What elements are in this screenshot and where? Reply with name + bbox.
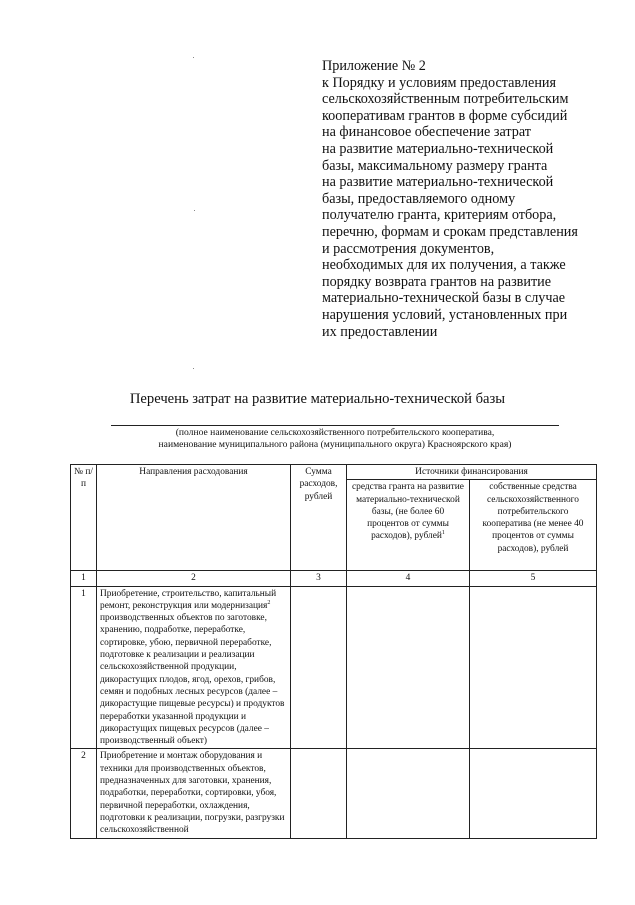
appendix-line: на развитие материально-технической <box>322 140 554 157</box>
header-direction: Направления расходования <box>97 465 291 571</box>
table-row <box>71 749 597 838</box>
scan-speck <box>194 210 195 211</box>
appendix-line: кооперативам грантов в форме субсидий <box>322 107 568 124</box>
appendix-line: к Порядку и условиям предоставления <box>322 74 557 91</box>
row-text: Приобретение и монтаж оборудования и техники для производственных объектов, предназначенных для заготовки, хранения, подработки, переработки, сортировки, убоя, первичной переработки, охлаждения, подготовки к реализации, погрузки, разгрузки сельскохозяйственной <box>100 751 285 836</box>
row-description <box>97 749 291 838</box>
appendix-line: базы, максимальному размеру гранта <box>322 157 548 174</box>
row-number: 2 <box>71 749 97 838</box>
appendix-line: перечню, формам и срокам представления <box>322 223 578 240</box>
column-number: 3 <box>291 571 347 586</box>
appendix-line: базы, предоставляемого одному <box>322 190 516 207</box>
appendix-line: необходимых для их получения, а также <box>322 257 566 274</box>
costs-table <box>70 464 597 839</box>
column-number: 1 <box>71 571 97 586</box>
own-funds-cell <box>470 586 597 749</box>
appendix-line: на развитие материально-технической <box>322 174 554 191</box>
appendix-line: нарушения условий, установленных при <box>322 306 568 323</box>
table-row <box>71 586 597 749</box>
scan-speck <box>193 57 194 58</box>
header-own-funds: собственные средства сельскохозяйственного потребительского кооператива (не менее 40 процентов от суммы расходов), рублей <box>470 480 597 571</box>
header-num: № п/п <box>71 465 97 571</box>
row-text: Приобретение, строительство, капитальный ремонт, реконструкция или модернизация <box>100 588 277 611</box>
caption-line: (полное наименование сельскохозяйственного потребительского кооператива, <box>175 427 495 438</box>
cooperative-name-caption <box>100 427 570 451</box>
grant-cell <box>347 586 470 749</box>
column-number: 2 <box>97 571 291 586</box>
caption-line: наименование муниципального района (муниципального округа) Красноярского края) <box>158 439 512 451</box>
appendix-line: порядку возврата грантов на развитие <box>322 273 552 290</box>
column-number: 5 <box>470 571 597 586</box>
row-description <box>97 586 291 749</box>
sum-cell <box>291 749 347 838</box>
header-grant-funds <box>347 480 470 571</box>
appendix-line: получателю гранта, критериям отбора, <box>322 207 557 224</box>
row-number: 1 <box>71 586 97 749</box>
row-text: производственных объектов по заготовке, хранению, подработке, переработке, сортировке, убою, первичной переработке, подготовке к реализации и реализации сельскохозяйственной продукции, дикорастущих плодов, ягод, орехов, грибов, семян и подобных лесных ресурсов (далее – дикорастущие пищевые ресурсы) и продуктов переработки указанной продукции и дикорастущих пищевых ресурсов (далее – производственный объект) <box>100 613 285 747</box>
appendix-line: и рассмотрения документов, <box>322 240 495 257</box>
sum-cell <box>291 586 347 749</box>
grant-cell <box>347 749 470 838</box>
appendix-line: сельскохозяйственным потребительским <box>322 91 569 108</box>
scan-speck <box>193 368 194 369</box>
own-funds-cell <box>470 749 597 838</box>
page-title: Перечень затрат на развитие материально-технической базы <box>129 391 506 407</box>
column-numbers-row <box>71 571 597 586</box>
appendix-line: материально-технической базы в случае <box>322 290 566 307</box>
table-header-row <box>71 465 597 480</box>
appendix-line: их предоставлении <box>322 323 438 340</box>
cooperative-name-blank-line <box>111 425 559 426</box>
footnote-mark: 1 <box>441 530 445 537</box>
footnote-mark: 2 <box>267 599 271 606</box>
header-sum: Сумма расходов, рублей <box>291 465 347 571</box>
column-number: 4 <box>347 571 470 586</box>
appendix-header <box>322 58 622 340</box>
appendix-line: Приложение № 2 <box>322 58 426 74</box>
header-sources: Источники финансирования <box>347 465 597 480</box>
appendix-line: на финансовое обеспечение затрат <box>322 124 532 141</box>
header-grant-text: средства гранта на развитие материально-технической базы, (не более 60 процентов от суммы расходов), рублей <box>352 482 464 542</box>
